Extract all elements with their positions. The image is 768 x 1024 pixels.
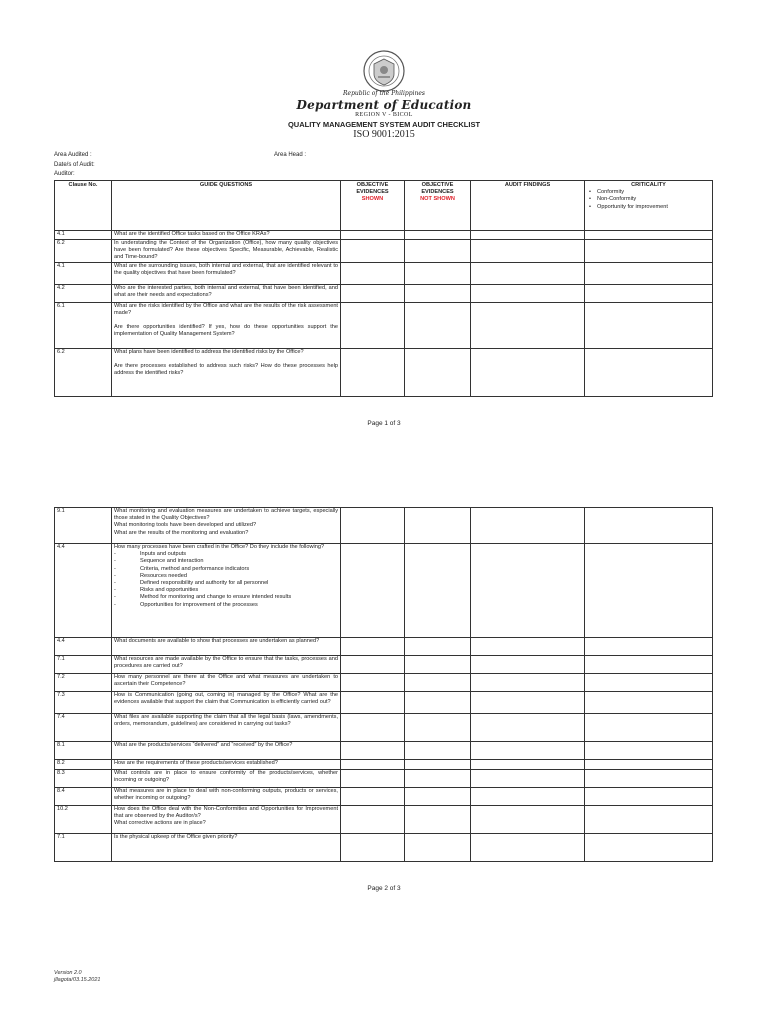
question-text: How many processes have been crafted in the Office? Do they include the following? (114, 544, 325, 550)
audit-findings-cell[interactable] (471, 674, 585, 692)
evidence-not-shown-cell[interactable] (405, 262, 471, 284)
question-text: What are the products/services “delivered” and “received” by the Office? (114, 742, 293, 748)
clause-cell: 7.4 (55, 714, 112, 742)
evidence-shown-cell[interactable] (341, 760, 405, 770)
audit-findings-cell[interactable] (471, 302, 585, 348)
criticality-cell[interactable] (585, 240, 713, 263)
department-label: Department of Education (296, 98, 472, 112)
criticality-cell[interactable] (585, 231, 713, 240)
col-guide-questions: GUIDE QUESTIONS (112, 181, 341, 231)
auditor-label: Auditor: (54, 171, 75, 177)
clause-cell: 10.2 (55, 806, 112, 834)
guide-question-cell (112, 508, 341, 544)
area-audited-label: Area Audited : (54, 152, 92, 158)
table-row (55, 806, 713, 834)
evidence-shown-cell[interactable] (341, 714, 405, 742)
evidence-not-shown-cell[interactable] (405, 674, 471, 692)
evidence-shown-cell[interactable] (341, 674, 405, 692)
criticality-cell[interactable] (585, 638, 713, 656)
question-text: What plans have been identified to address the identified risks by the Office? (114, 348, 304, 355)
audit-findings-cell[interactable] (471, 231, 585, 240)
evidence-not-shown-cell[interactable] (405, 508, 471, 544)
criticality-option: • Opportunity for improvement (597, 204, 710, 211)
clause-cell: 8.3 (55, 770, 112, 788)
guide-question-cell (112, 240, 341, 263)
page-2 (0, 480, 768, 1024)
guide-question-cell (112, 770, 341, 788)
clause-cell: 6.2 (55, 348, 112, 396)
question-text: What files are available supporting the claim that all the legal basis (laws, amendments, orders, memorandum, guidelines) are considered in carrying out tasks? (114, 714, 338, 728)
guide-question-cell (112, 692, 341, 714)
col-clause: Clause No. (55, 181, 112, 231)
question-text: How is Communication (going out, coming in) managed by the Office? What are the evidences available that support the claim that Communication is efficiently carried out? (114, 692, 338, 706)
region-label: REGION V - BICOL (355, 112, 413, 118)
table-row (55, 770, 713, 788)
table-row (55, 348, 713, 396)
document-title: QUALITY MANAGEMENT SYSTEM AUDIT CHECKLIST (287, 120, 481, 129)
evidence-shown-cell[interactable] (341, 302, 405, 348)
area-head-label: Area Head : (274, 152, 307, 158)
evidence-shown-cell[interactable] (341, 742, 405, 760)
version-label: Version 2.0 (54, 970, 82, 976)
evidence-not-shown-cell[interactable] (405, 806, 471, 834)
deped-seal-icon (363, 50, 405, 92)
col-objective-not-shown-label: OBJECTIVE EVIDENCES (421, 182, 454, 196)
table-row (55, 742, 713, 760)
iso-standard: ISO 9001:2015 (353, 129, 415, 140)
criticality-cell[interactable] (585, 806, 713, 834)
question-text: What monitoring and evaluation measures are undertaken to achieve targets, especially those stated in the Quality Objectives? (114, 508, 338, 522)
evidence-shown-cell[interactable] (341, 788, 405, 806)
process-sub-item: - Inputs and outputs (114, 551, 187, 558)
table-row (55, 674, 713, 692)
question-text: How many personnel are there at the Office and what measures are undertaken to ascertain their Competence? (114, 674, 338, 688)
audit-findings-cell[interactable] (471, 284, 585, 302)
audit-findings-cell[interactable] (471, 240, 585, 263)
question-text: How are the requirements of these products/services established? (114, 760, 278, 766)
question-text: What are the surrounding issues, both internal and external, that are identified relevant to the quality objectives that have been formulated? (114, 262, 338, 276)
table-row (55, 638, 713, 656)
evidence-shown-cell[interactable] (341, 806, 405, 834)
evidence-shown-cell[interactable] (341, 284, 405, 302)
criticality-cell[interactable] (585, 674, 713, 692)
criticality-cell[interactable] (585, 788, 713, 806)
table-row (55, 692, 713, 714)
process-sub-item: - Criteria, method and performance indicators (114, 565, 250, 572)
clause-cell: 8.2 (55, 760, 112, 770)
process-sub-item: - Method for monitoring and change to ensure intended results (114, 594, 292, 601)
evidence-not-shown-cell[interactable] (405, 656, 471, 674)
criticality-title: CRITICALITY (631, 182, 666, 188)
question-text: Who are the interested parties, both internal and external, that have been identified, and what are their needs and expectations? (114, 284, 338, 298)
clause-cell: 6.2 (55, 240, 112, 263)
process-sub-item: - Risks and opportunities (114, 587, 199, 594)
evidence-not-shown-cell[interactable] (405, 692, 471, 714)
guide-question-cell (112, 760, 341, 770)
evidence-shown-cell[interactable] (341, 348, 405, 396)
evidence-shown-cell[interactable] (341, 231, 405, 240)
clause-cell: 7.1 (55, 834, 112, 862)
audit-findings-cell[interactable] (471, 770, 585, 788)
col-objective-shown (341, 181, 405, 231)
criticality-cell[interactable] (585, 508, 713, 544)
question-text: What documents are available to show that processes are undertaken as planned? (114, 638, 320, 644)
table-row (55, 508, 713, 544)
guide-question-cell (112, 544, 341, 638)
evidence-shown-cell[interactable] (341, 656, 405, 674)
criticality-cell[interactable] (585, 742, 713, 760)
col-objective-shown-label: OBJECTIVE EVIDENCES (356, 182, 389, 196)
guide-question-cell (112, 788, 341, 806)
question-text: What are the results of the monitoring and evaluation? (114, 529, 249, 536)
guide-question-cell (112, 656, 341, 674)
criticality-cell[interactable] (585, 760, 713, 770)
table-row (55, 262, 713, 284)
question-text: Are there opportunities identified? If yes, how do these opportunities support the implementation of Quality Management System? (114, 324, 338, 338)
clause-cell: 7.3 (55, 692, 112, 714)
question-text: What are the identified Office tasks based on the Office KRAs? (114, 231, 270, 237)
evidence-not-shown-cell[interactable] (405, 544, 471, 638)
date-of-audit-label: Date/s of Audit: (54, 162, 95, 168)
clause-cell: 4.4 (55, 638, 112, 656)
guide-question-cell (112, 834, 341, 862)
guide-question-cell (112, 742, 341, 760)
clause-cell: 7.2 (55, 674, 112, 692)
question-text: Is the physical upkeep of the Office given priority? (114, 834, 238, 840)
audit-findings-cell[interactable] (471, 656, 585, 674)
process-sub-item: - Resources needed (114, 572, 187, 579)
guide-question-cell (112, 262, 341, 284)
process-sub-item: - Opportunities for improvement of the processes (114, 601, 258, 608)
audit-findings-cell[interactable] (471, 834, 585, 862)
guide-question-cell (112, 348, 341, 396)
evidence-shown-cell[interactable] (341, 240, 405, 263)
evidence-shown-cell[interactable] (341, 262, 405, 284)
audit-findings-cell[interactable] (471, 348, 585, 396)
question-text: Are there processes established to address such risks? How do these processes help address the identified risks? (114, 362, 338, 377)
question-text: What resources are made available by the Office to ensure that the tasks, processes and procedures are carried out? (114, 656, 338, 670)
evidence-not-shown-cell[interactable] (405, 770, 471, 788)
page-number: Page 2 of 3 (367, 885, 401, 892)
question-text: What controls are in place to ensure conformity of the products/services, whether incoming or outgoing? (114, 770, 338, 784)
clause-cell: 4.1 (55, 231, 112, 240)
clause-cell: 7.1 (55, 656, 112, 674)
audit-findings-cell[interactable] (471, 508, 585, 544)
evidence-not-shown-cell[interactable] (405, 834, 471, 862)
evidence-not-shown-cell[interactable] (405, 302, 471, 348)
col-criticality (585, 181, 713, 231)
table-row (55, 240, 713, 263)
question-text: What measures are in place to deal with non-conforming outputs, products or services, whether incoming or outgoing? (114, 788, 338, 802)
criticality-cell[interactable] (585, 302, 713, 348)
criticality-cell[interactable] (585, 656, 713, 674)
guide-question-cell (112, 231, 341, 240)
republic-label: Republic of the Philippines (343, 90, 425, 97)
process-sub-item: - Defined responsibility and authority for all personnel (114, 580, 269, 587)
table-row (55, 760, 713, 770)
process-sub-item: - Sequence and interaction (114, 558, 204, 565)
clause-cell: 4.4 (55, 544, 112, 638)
page-number: Page 1 of 3 (367, 420, 401, 427)
criticality-cell[interactable] (585, 348, 713, 396)
clause-cell: 4.1 (55, 262, 112, 284)
question-text: What monitoring tools have been developed and utilized? (114, 522, 257, 529)
evidence-not-shown-cell[interactable] (405, 284, 471, 302)
clause-cell: 9.1 (55, 508, 112, 544)
clause-cell: 8.4 (55, 788, 112, 806)
table-row (55, 302, 713, 348)
evidence-not-shown-cell[interactable] (405, 788, 471, 806)
audit-findings-cell[interactable] (471, 714, 585, 742)
question-text: In understanding the Context of the Organization (Office), how many quality objectives have been formulated? Are these objectives Specific, Measurable, Achievable, Realistic and Time-bound? (114, 240, 338, 261)
criticality-cell[interactable] (585, 714, 713, 742)
audit-findings-cell[interactable] (471, 692, 585, 714)
question-text: How does the Office deal with the Non-Conformities and Opportunities for Improvement that are observed by the Auditor/s? (114, 806, 338, 820)
audit-findings-cell[interactable] (471, 742, 585, 760)
question-text: What corrective actions are in place? (114, 820, 206, 827)
evidence-shown-cell[interactable] (341, 638, 405, 656)
criticality-cell[interactable] (585, 284, 713, 302)
evidence-not-shown-cell[interactable] (405, 714, 471, 742)
guide-question-cell (112, 638, 341, 656)
evidence-shown-cell[interactable] (341, 834, 405, 862)
table-row (55, 544, 713, 638)
audit-findings-cell[interactable] (471, 760, 585, 770)
guide-question-cell (112, 674, 341, 692)
table-row (55, 656, 713, 674)
evidence-shown-cell[interactable] (341, 692, 405, 714)
evidence-shown-cell[interactable] (341, 770, 405, 788)
evidence-not-shown-cell[interactable] (405, 742, 471, 760)
criticality-cell[interactable] (585, 692, 713, 714)
col-objective-not-shown (405, 181, 471, 231)
criticality-option: • Non-Conformity (597, 196, 710, 203)
col-objective-not-shown-flag: NOT SHOWN (420, 196, 455, 203)
table-row (55, 231, 713, 240)
clause-cell: 8.1 (55, 742, 112, 760)
table-row (55, 788, 713, 806)
criticality-option: • Conformity (597, 189, 710, 196)
audit-findings-cell[interactable] (471, 806, 585, 834)
col-audit-findings: AUDIT FINDINGS (471, 181, 585, 231)
version-footer (54, 970, 100, 984)
version-code: jllagota/03.15.2021 (54, 977, 101, 983)
guide-question-cell (112, 714, 341, 742)
criticality-cell[interactable] (585, 834, 713, 862)
audit-findings-cell[interactable] (471, 544, 585, 638)
audit-findings-cell[interactable] (471, 262, 585, 284)
guide-question-cell (112, 284, 341, 302)
table-row (55, 714, 713, 742)
evidence-not-shown-cell[interactable] (405, 231, 471, 240)
criticality-cell[interactable] (585, 262, 713, 284)
evidence-not-shown-cell[interactable] (405, 638, 471, 656)
audit-checklist-table-2 (54, 507, 713, 862)
audit-findings-cell[interactable] (471, 788, 585, 806)
guide-question-cell (112, 806, 341, 834)
evidence-not-shown-cell[interactable] (405, 348, 471, 396)
guide-question-cell (112, 302, 341, 348)
clause-cell: 4.2 (55, 284, 112, 302)
question-text: What are the risks identified by the Office and what are the results of the risk assessment made? (114, 302, 338, 316)
table-row (55, 834, 713, 862)
evidence-shown-cell[interactable] (341, 508, 405, 544)
table-row (55, 284, 713, 302)
col-objective-shown-flag: SHOWN (361, 196, 384, 203)
clause-cell: 6.1 (55, 302, 112, 348)
criticality-cell[interactable] (585, 770, 713, 788)
evidence-not-shown-cell[interactable] (405, 760, 471, 770)
criticality-cell[interactable] (585, 544, 713, 638)
audit-findings-cell[interactable] (471, 638, 585, 656)
page-1 (0, 0, 768, 460)
audit-checklist-table-1 (54, 180, 713, 397)
evidence-not-shown-cell[interactable] (405, 240, 471, 263)
evidence-shown-cell[interactable] (341, 544, 405, 638)
